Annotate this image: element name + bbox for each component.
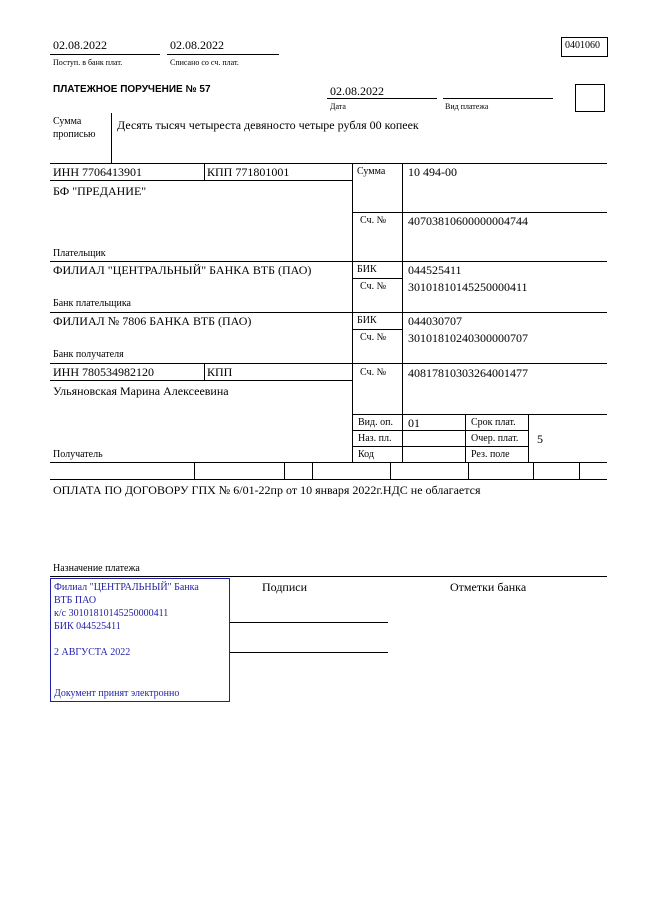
grid-vline-labels-left bbox=[352, 163, 353, 462]
recipient-account-label: Сч. № bbox=[360, 367, 387, 378]
recipient-name: Ульяновская Марина Алексеевина bbox=[53, 384, 229, 398]
purpose-label: Назначение платежа bbox=[53, 563, 140, 574]
amount-words-label-1: Сумма bbox=[53, 116, 82, 127]
payer-bank-bik-value: 044525411 bbox=[408, 263, 462, 277]
recipient-bank-account-label: Сч. № bbox=[360, 332, 387, 343]
recipient-bank-account-value: 30101810240300000707 bbox=[408, 331, 528, 345]
grid-line-tax-bottom bbox=[50, 479, 607, 480]
amount-words-label-2: прописью bbox=[53, 129, 96, 140]
payment-type-box bbox=[575, 84, 605, 112]
priority-label: Очер. плат. bbox=[471, 433, 519, 444]
payer-inn: ИНН 7706413901 bbox=[53, 165, 142, 179]
grid-line-recipient-bottom bbox=[50, 462, 607, 463]
recipient-kpp: КПП bbox=[207, 365, 233, 379]
grid-line-recipient-inn-bottom bbox=[50, 380, 352, 381]
stamp-date: 2 АВГУСТА 2022 bbox=[54, 647, 131, 658]
signatures-label: Подписи bbox=[262, 580, 308, 594]
order-title: ПЛАТЕЖНОЕ ПОРУЧЕНИЕ № 57 bbox=[53, 84, 211, 95]
recipient-inn: ИНН 780534982120 bbox=[53, 365, 154, 379]
amount-words-divider bbox=[111, 113, 112, 163]
payment-type-label: Вид платежа bbox=[445, 102, 489, 111]
tax-cell-divider-6 bbox=[533, 462, 534, 479]
recipient-account-value: 40817810303264001477 bbox=[408, 366, 528, 380]
stamp-line-1: Филиал "ЦЕНТРАЛЬНЫЙ" Банка bbox=[54, 582, 199, 593]
code-label: Код bbox=[358, 449, 374, 460]
tax-cell-divider-2 bbox=[284, 462, 285, 479]
bank-received-label: Поступ. в банк плат. bbox=[53, 58, 123, 67]
sum-value: 10 494-00 bbox=[408, 165, 457, 179]
recipient-bank-name: ФИЛИАЛ № 7806 БАНКА ВТБ (ПАО) bbox=[53, 314, 252, 328]
signature-line-2 bbox=[230, 652, 388, 653]
signature-line-1 bbox=[230, 622, 388, 623]
op-type-value: 01 bbox=[408, 416, 420, 430]
bank-received-date: 02.08.2022 bbox=[53, 38, 107, 52]
recipient-bank-label: Банк получателя bbox=[53, 349, 124, 360]
due-label: Срок плат. bbox=[471, 417, 516, 428]
tax-cell-divider-5 bbox=[468, 462, 469, 479]
grid-line-inn-bottom bbox=[50, 180, 352, 181]
sum-label: Сумма bbox=[357, 166, 386, 177]
tax-cell-divider-4 bbox=[390, 462, 391, 479]
stamp-line-4: БИК 044525411 bbox=[54, 621, 121, 632]
stamp-note: Документ принят электронно bbox=[54, 688, 180, 699]
payer-bank-account-value: 30101810145250000411 bbox=[408, 280, 528, 294]
recipient-label: Получатель bbox=[53, 449, 103, 460]
stamp-line-2: ВТБ ПАО bbox=[54, 595, 97, 606]
order-date-label: Дата bbox=[330, 102, 346, 111]
bank-received-line bbox=[50, 54, 160, 55]
payer-label: Плательщик bbox=[53, 248, 106, 259]
reserve-label: Рез. поле bbox=[471, 449, 510, 460]
form-code: 0401060 bbox=[565, 40, 600, 51]
payer-account-label: Сч. № bbox=[360, 215, 387, 226]
purpose-text: ОПЛАТА ПО ДОГОВОРУ ГПХ № 6/01-22пр от 10 января 2022г.НДС не облагается bbox=[53, 483, 481, 497]
payer-name: БФ "ПРЕДАНИЕ" bbox=[53, 184, 147, 198]
payer-account-value: 40703810600000004744 bbox=[408, 214, 528, 228]
debited-line bbox=[167, 54, 279, 55]
grid-vline-codes-mid bbox=[465, 414, 466, 462]
stamp-line-3: к/с 30101810145250000411 bbox=[54, 608, 169, 619]
recipient-bank-bik-label: БИК bbox=[357, 315, 377, 326]
grid-line-bik2 bbox=[352, 329, 402, 330]
op-type-label: Вид. оп. bbox=[358, 417, 393, 428]
grid-line-bik1 bbox=[352, 278, 402, 279]
priority-value: 5 bbox=[537, 432, 543, 446]
payer-bank-account-label: Сч. № bbox=[360, 281, 387, 292]
grid-vline-kpp1 bbox=[204, 163, 205, 180]
grid-line-payer-bank-bottom bbox=[50, 312, 607, 313]
grid-line-sum-bottom bbox=[352, 212, 607, 213]
purpose-code-label: Наз. пл. bbox=[358, 433, 392, 444]
grid-vline-kpp2 bbox=[204, 363, 205, 380]
grid-line-codes-top bbox=[352, 414, 607, 415]
payer-bank-name: ФИЛИАЛ "ЦЕНТРАЛЬНЫЙ" БАНКА ВТБ (ПАО) bbox=[53, 263, 312, 277]
grid-line-codes-mid2 bbox=[352, 446, 528, 447]
payer-bank-bik-label: БИК bbox=[357, 264, 377, 275]
order-date-line bbox=[327, 98, 437, 99]
bank-stamp bbox=[50, 578, 230, 702]
tax-cell-divider-7 bbox=[579, 462, 580, 479]
purpose-bottom-line bbox=[50, 576, 607, 577]
amount-words-value: Десять тысяч четыреста девяносто четыре рубля 00 копеек bbox=[117, 118, 419, 132]
bank-marks-label: Отметки банка bbox=[450, 580, 527, 594]
payment-type-line bbox=[443, 98, 553, 99]
grid-line-payer-bottom bbox=[50, 261, 607, 262]
tax-cell-divider-1 bbox=[194, 462, 195, 479]
debited-date: 02.08.2022 bbox=[170, 38, 224, 52]
debited-label: Списано со сч. плат. bbox=[170, 58, 239, 67]
tax-cell-divider-3 bbox=[312, 462, 313, 479]
grid-vline-labels-right bbox=[402, 163, 403, 462]
grid-line-inn bbox=[50, 163, 607, 164]
grid-line-recipient-bank-bottom bbox=[50, 363, 607, 364]
recipient-bank-bik-value: 044030707 bbox=[408, 314, 462, 328]
grid-line-codes-mid1 bbox=[352, 430, 528, 431]
order-date: 02.08.2022 bbox=[330, 84, 384, 98]
payer-kpp: КПП 771801001 bbox=[207, 165, 290, 179]
payer-bank-label: Банк плательщика bbox=[53, 298, 131, 309]
grid-vline-codes-right bbox=[528, 414, 529, 462]
